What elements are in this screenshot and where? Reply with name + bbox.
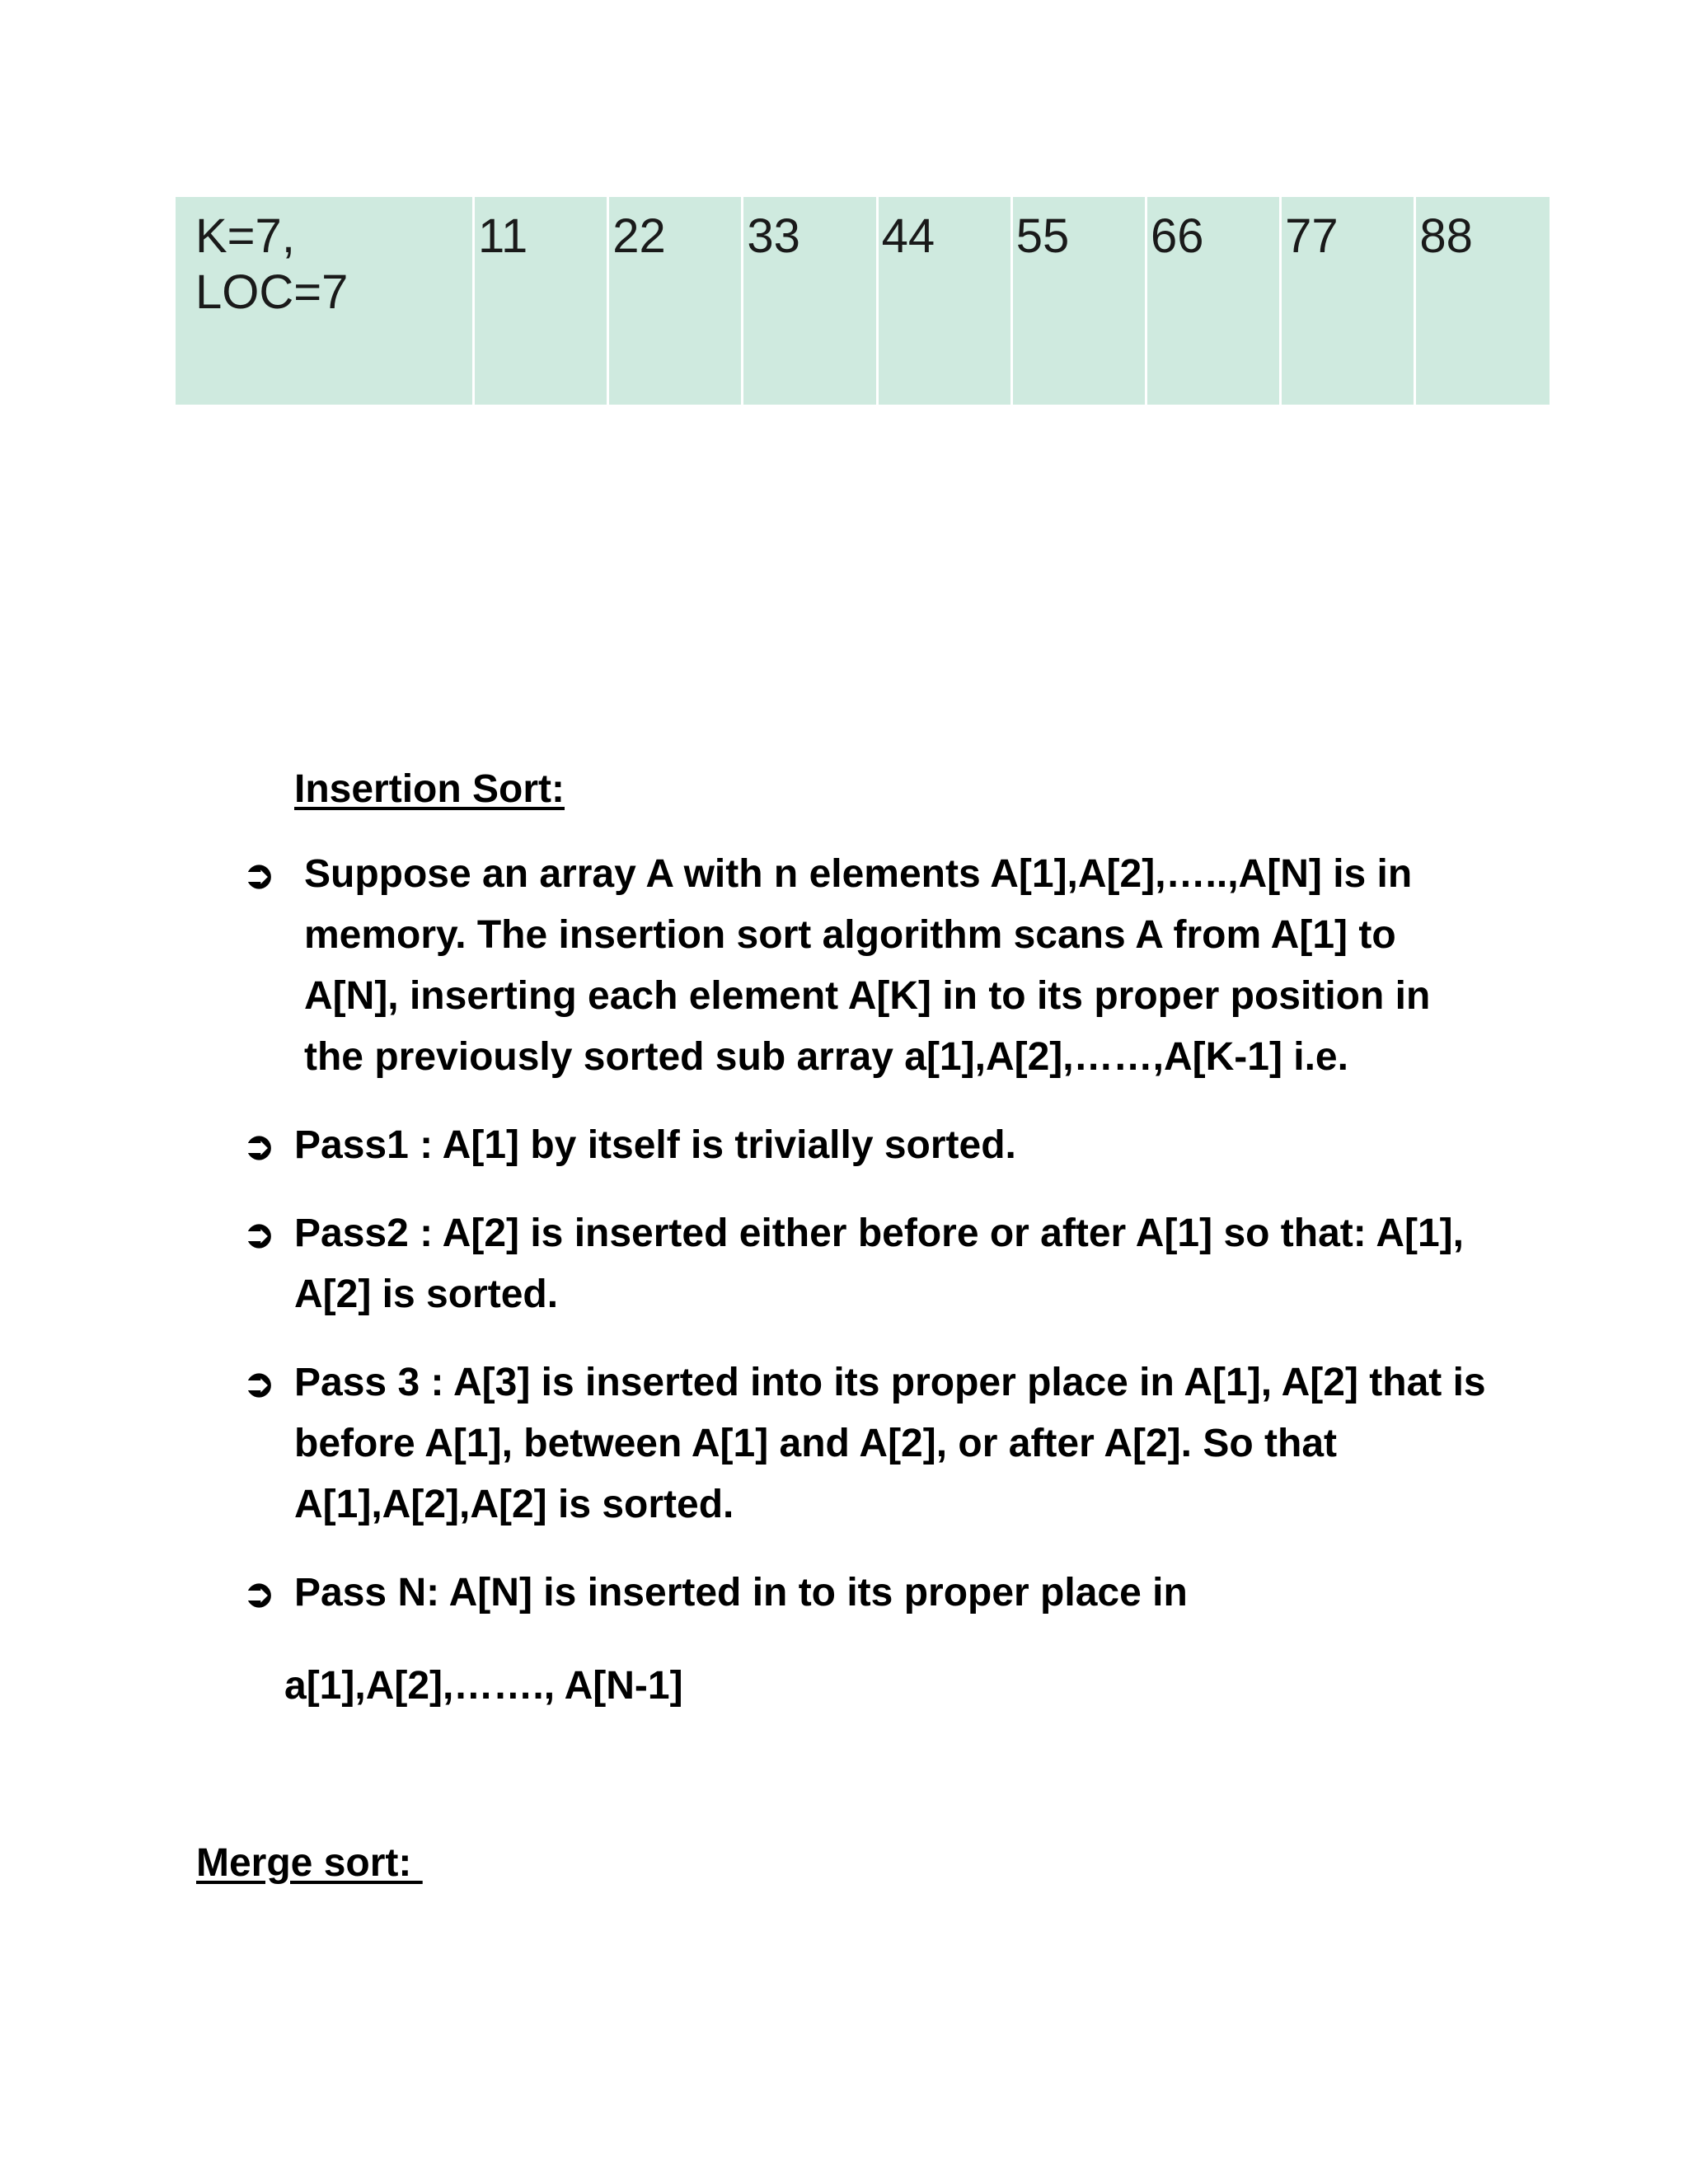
bullet-text: Pass1 : A[1] by itself is trivially sorted. <box>294 1123 1016 1167</box>
insertion-sort-bullets <box>243 844 1496 1651</box>
arrow-right-circle-icon: ➲ <box>243 1572 275 1615</box>
table-cell: 88 <box>1415 197 1550 405</box>
table-cell: 11 <box>474 197 608 405</box>
merge-sort-heading: Merge sort: <box>196 1841 423 1885</box>
table-cell: 77 <box>1281 197 1415 405</box>
label-k: K=7, <box>195 209 295 263</box>
pass-n-continuation: a[1],A[2],……., A[N-1] <box>284 1664 683 1708</box>
list-item <box>243 1563 1496 1624</box>
table-cell: 66 <box>1146 197 1280 405</box>
list-item <box>243 1203 1496 1325</box>
insertion-sort-heading: Insertion Sort: <box>294 767 565 811</box>
arrow-right-circle-icon: ➲ <box>243 1212 275 1255</box>
list-item <box>243 1115 1496 1176</box>
bullet-text: Pass2 : A[2] is inserted either before or after A[1] so that: A[1], A[2] is sorted. <box>294 1212 1464 1316</box>
arrow-right-circle-icon: ➲ <box>243 1361 275 1404</box>
arrow-right-circle-icon: ➲ <box>243 853 275 896</box>
list-item <box>243 1352 1496 1535</box>
table-label-cell <box>176 197 474 405</box>
table-cell: 33 <box>743 197 877 405</box>
table-row <box>176 197 1550 405</box>
table-cell: 44 <box>877 197 1011 405</box>
table-cell: 55 <box>1011 197 1146 405</box>
bullet-text: Suppose an array A with n elements A[1],A[2],…..,A[N] is in memory. The insertion sort algorithm scans A from A[1] to A[N], inserting each element A[K] in to its proper position in the previously sorted sub array a[1],A[2],……,A[K-1] i.e. <box>304 852 1431 1079</box>
arrow-right-circle-icon: ➲ <box>243 1124 275 1167</box>
array-table <box>176 197 1550 405</box>
bullet-text: Pass 3 : A[3] is inserted into its proper place in A[1], A[2] that is before A[1], between A[1] and A[2], or after A[2]. So that A[1],A[2],A[2] is sorted. <box>294 1361 1486 1526</box>
bullet-text: Pass N: A[N] is inserted in to its proper place in <box>294 1571 1188 1615</box>
label-loc: LOC=7 <box>195 265 349 319</box>
table-cell: 22 <box>608 197 743 405</box>
list-item <box>243 844 1496 1088</box>
